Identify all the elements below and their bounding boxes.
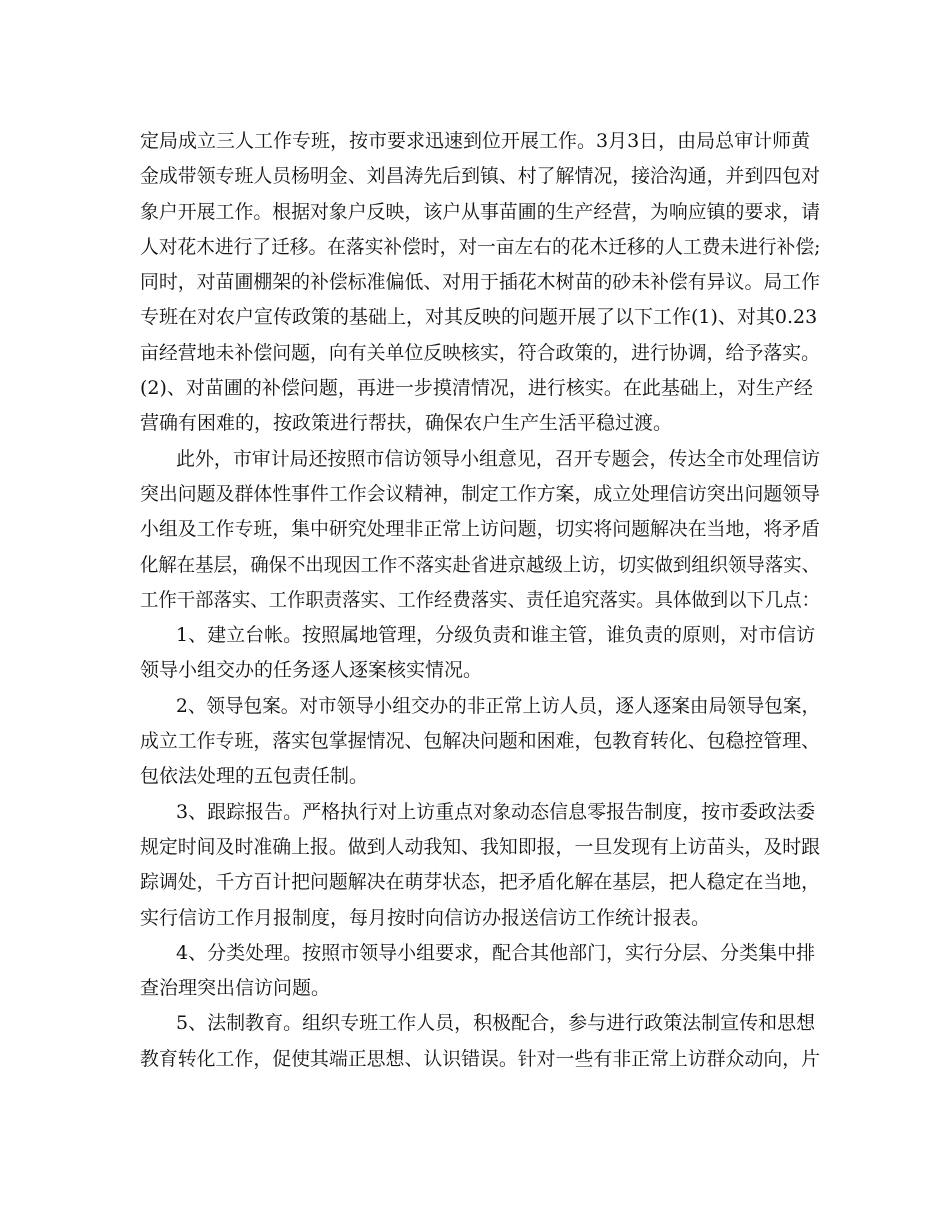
text-line: 化解在基层，确保不出现因工作不落实赴省进京越级上访，切实做到组织领导落实、 [140,553,821,576]
text-line: 专班在对农户宣传政策的基础上，对其反映的问题开展了以下工作(1)、对其0.23 [140,306,818,329]
text-line: 此外，市审计局还按照市信访领导小组意见，召开专题会，传达全市处理信访 [176,447,821,470]
text-line: 金成带领专班人员杨明金、刘昌涛先后到镇、村了解情况，接洽沟通，并到四包对 [140,165,821,188]
text-line: 营确有困难的，按政策进行帮扶，确保农户生产生活平稳过渡。 [140,412,673,435]
text-line: 5、法制教育。组织专班工作人员，积极配合，参与进行政策法制宣传和思想 [176,1012,816,1035]
text-line: 3、跟踪报告。严格执行对上访重点对象动态信息零报告制度，按市委政法委 [176,800,816,823]
text-line: 实行信访工作月报制度，每月按时向信访办报送信访工作统计报表。 [140,906,711,929]
text-line: 定局成立三人工作专班，按市要求迅速到位开展工作。3月3日，由局总审计师黄 [140,130,811,152]
text-line: 教育转化工作，促使其端正思想、认识错误。针对一些有非正常上访群众动向，片 [140,1047,821,1070]
text-line: 包依法处理的五包责任制。 [140,765,369,788]
text-line: 亩经营地未补偿问题，向有关单位反映核实，符合政策的，进行协调，给予落实。 [140,341,821,364]
text-line: 规定时间及时准确上报。做到人动我知、我知即报，一旦发现有上访苗头，及时跟 [140,835,821,858]
text-line: 1、建立台帐。按照属地管理，分级负责和谁主管，谁负责的原则，对市信访 [176,624,816,647]
text-line: 象户开展工作。根据对象户反映，该户从事苗圃的生产经营，为响应镇的要求，请 [140,200,821,223]
text-line: 人对花木进行了迁移。在落实补偿时，对一亩左右的花木迁移的人工费未进行补偿; [140,235,821,258]
text-line: (2)、对苗圃的补偿问题，再进一步摸清情况，进行核实。在此基础上，对生产经 [140,377,813,400]
text-line: 同时，对苗圃棚架的补偿标准偏低、对用于插花木树苗的砂未补偿有异议。局工作 [140,271,821,294]
document-body [140,124,820,1077]
text-line: 突出问题及群体性事件工作会议精神，制定工作方案，成立处理信访突出问题领导 [140,482,821,505]
text-line: 查治理突出信访问题。 [140,977,331,1000]
text-line: 小组及工作专班，集中研究处理非正常上访问题，切实将问题解决在当地，将矛盾 [140,518,821,541]
text-line: 成立工作专班，落实包掌握情况、包解决问题和困难，包教育转化、包稳控管理、 [140,730,821,753]
text-line: 领导小组交办的任务逐人逐案核实情况。 [140,659,483,682]
text-line: 2、领导包案。对市领导小组交办的非正常上访人员，逐人逐案由局领导包案， [176,694,821,717]
text-line: 踪调处，千方百计把问题解决在萌芽状态，把矛盾化解在基层，把人稳定在当地， [140,871,821,894]
text-line: 4、分类处理。按照市领导小组要求，配合其他部门，实行分层、分类集中排 [176,941,816,964]
text-line: 工作干部落实、工作职责落实、工作经费落实、责任追究落实。具体做到以下几点： [140,588,821,611]
